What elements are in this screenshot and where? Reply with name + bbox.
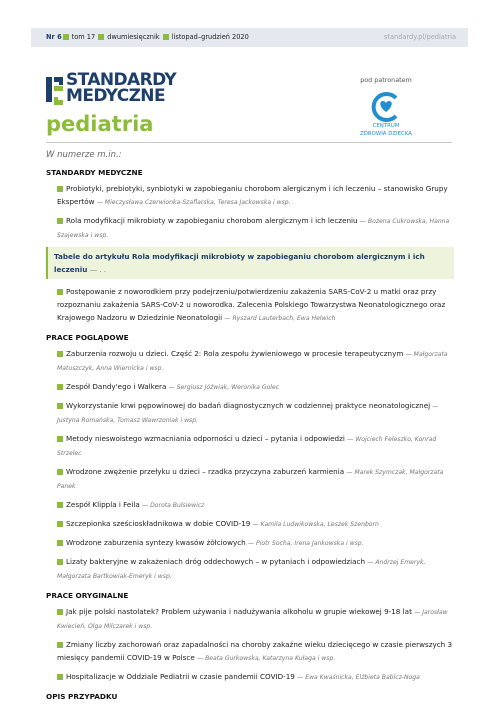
bullet-square-icon [57, 674, 63, 680]
section-title: STANDARDY MEDYCZNE [46, 168, 143, 177]
bullet-square-icon [57, 436, 63, 442]
bullet-square-icon [57, 609, 63, 615]
article-authors: — Justyna Romańska, Tomasz Wawrzoniak i wsp. [57, 403, 439, 424]
bullet-square-icon [57, 186, 63, 192]
article-item[interactable] [46, 555, 454, 583]
article-authors: — Ewa Kwaśnicka, Elżbieta Babicz-Noga [297, 674, 420, 681]
contents [46, 150, 454, 706]
bullet-square-icon [57, 403, 63, 409]
article-authors: — Dorota Bulsiewicz [142, 502, 205, 509]
contents-heading: W numerze m.in.: [46, 150, 122, 160]
article-authors: — Bożena Cukrowska, Hanna Szajewska i wsp. [57, 218, 450, 239]
article-authors: — Ryszard Lauterbach, Ewa Helwich [224, 315, 336, 322]
bullet-square-icon [57, 642, 63, 648]
article-authors: — Jarosław Kwiecień, Olga Milczarek i wsp. [57, 609, 448, 630]
patronage-org-line2: ZDROWIA DZIECKA [360, 131, 412, 137]
article-authors: — Piotr Socha, Irena Jankowska i wsp. [248, 540, 364, 547]
article-title: Lizaty bakteryjne w zakażeniach dróg oddechowych – w pytaniach i odpowiedziach [66, 557, 366, 566]
article-authors: — Beata Gurkowska, Katarzyna Kułaga i wsp. [197, 655, 336, 662]
article-title: Zespół Dandy'ego i Walkera [66, 382, 167, 391]
article-authors: — Marek Szymczak, Małgorzata Panek [57, 469, 444, 490]
issue-info [46, 28, 249, 47]
article-title: Zespół Klippla i Feila [66, 500, 140, 509]
frequency: dwumiesięcznik [107, 33, 160, 41]
logo-line2: MEDYCZNE [66, 86, 165, 106]
article-title: Rola modyfikacji mikrobioty w zapobieganiu chorobom alergicznym i ich leczeniu [66, 216, 358, 225]
bullet-square-icon [57, 502, 63, 508]
article-item[interactable] [46, 465, 454, 493]
article-item[interactable] [46, 285, 454, 325]
patronage-label: pod patronatem [360, 76, 412, 84]
article-item[interactable] [46, 638, 454, 665]
website-link[interactable]: standardy.pl/pediatria [383, 33, 456, 41]
article-title: Metody nieswoistego wzmacniania odporności u dzieci – pytania i odpowiedzi [66, 434, 345, 443]
period: listopad–grudzień 2020 [171, 33, 249, 41]
article-title: Wrodzone zwężenie przełyku u dzieci – rzadka przyczyna zaburzeń karmienia [66, 467, 345, 476]
journal-subtitle: pediatria [46, 112, 154, 136]
article-title: Zmiany liczby zachorowań oraz zapadalności na choroby zakaźne wieku dziecięcego w czasie pierwszych 3 miesięcy pandemii COVID-19 w Polsce [57, 640, 453, 662]
bullet-square-icon [163, 34, 169, 40]
article-item[interactable] [46, 399, 454, 427]
article-item[interactable] [46, 517, 454, 531]
article-title: Wykorzystanie krwi pępowinowej do badań diagnostycznych w codziennej praktyce neonatologicznej [66, 401, 431, 410]
section-title: OPIS PRZYPADKU [46, 692, 118, 701]
article-authors: — Sergiusz Jóźwiak, Weronika Golec [168, 384, 280, 391]
article-item[interactable] [46, 536, 454, 550]
article-item[interactable] [46, 432, 454, 460]
logo-line1: STANDARDY [66, 70, 177, 90]
bullet-square-icon [57, 351, 63, 357]
article-authors: — Małgorzata Matuszczyk, Anna Wiernicka i wsp. [57, 351, 448, 372]
bullet-square-icon [57, 384, 63, 390]
logo-s-mark-icon [46, 74, 63, 106]
article-item[interactable] [46, 347, 454, 375]
section-title: PRACE ORYGINALNE [46, 591, 129, 600]
article-title: Probiotyki, prebiotyki, synbiotyki w zapobieganiu chorobom alergicznym i ich leczeniu – stanowisko Grupy Ekspertów [57, 184, 448, 206]
article-authors: — Kamila Ludwikowska, Leszek Szenborn [252, 521, 379, 528]
article-authors: — Mieczysława Czerwionka-Szaflarska, Teresa Jackowska i wsp. [96, 199, 291, 206]
header-bar [31, 28, 468, 47]
article-authors: — Andrzej Emeryk, Małgorzata Bartkowiak-Emeryk i wsp. [57, 559, 426, 580]
article-item[interactable] [46, 605, 454, 633]
highlight-suffix: — . . [89, 265, 107, 274]
highlight-title: Tabele do artykułu Rola modyfikacji mikrobioty w zapobieganiu chorobom alergicznym i ich leczeniu [54, 252, 425, 274]
logo-wordmark [66, 72, 176, 104]
article-title: Postępowanie z noworodkiem przy podejrzeniu/potwierdzeniu zakażenia SARS-CoV-2 u matki oraz przy rozpoznaniu zakażenia SARS-CoV-2 u noworodka. Zalecenia Polskiego Towarzystwa Neonatologicznego oraz Krajowego Nadzoru w Dziedzinie Neonatologii [57, 287, 446, 322]
patronage-org-line1: CENTRUM [372, 123, 400, 129]
issue-number: Nr 6 [46, 33, 62, 41]
article-item[interactable] [46, 670, 454, 684]
patronage-block [350, 76, 422, 138]
article-title: Jak pije polski nastolatek? Problem używania i nadużywania alkoholu w grupie wiekowej 9-18 lat [66, 607, 412, 616]
highlight-article[interactable] [46, 247, 454, 279]
article-item[interactable] [46, 498, 454, 512]
article-title: Szczepionka sześcioskładnikowa w dobie COVID-19 [66, 519, 251, 528]
article-item[interactable] [46, 380, 454, 394]
article-title: Wrodzone zaburzenia syntezy kwasów żółciowych [66, 538, 246, 547]
bullet-square-icon [57, 540, 63, 546]
czd-heart-logo-icon [369, 92, 403, 122]
article-item[interactable] [46, 182, 454, 209]
volume: tom 17 [71, 33, 96, 41]
section-title: PRACE POGLĄDOWE [46, 333, 129, 342]
bullet-square-icon [57, 289, 63, 295]
article-title: Zaburzenia rozwoju u dzieci. Część 2: Rola zespołu żywieniowego w procesie terapeutycznym [66, 349, 404, 358]
article-authors: — Wojciech Feleszko, Konrad Strzelec [57, 436, 437, 457]
divider [46, 142, 452, 143]
bullet-square-icon [57, 469, 63, 475]
bullet-square-icon [57, 218, 63, 224]
bullet-square-icon [57, 559, 63, 565]
bullet-square-icon [57, 521, 63, 527]
article-title: Hospitalizacje w Oddziale Pediatrii w czasie pandemii COVID-19 [66, 672, 295, 681]
bullet-square-icon [63, 34, 69, 40]
article-item[interactable] [46, 214, 454, 242]
bullet-square-icon [98, 34, 104, 40]
